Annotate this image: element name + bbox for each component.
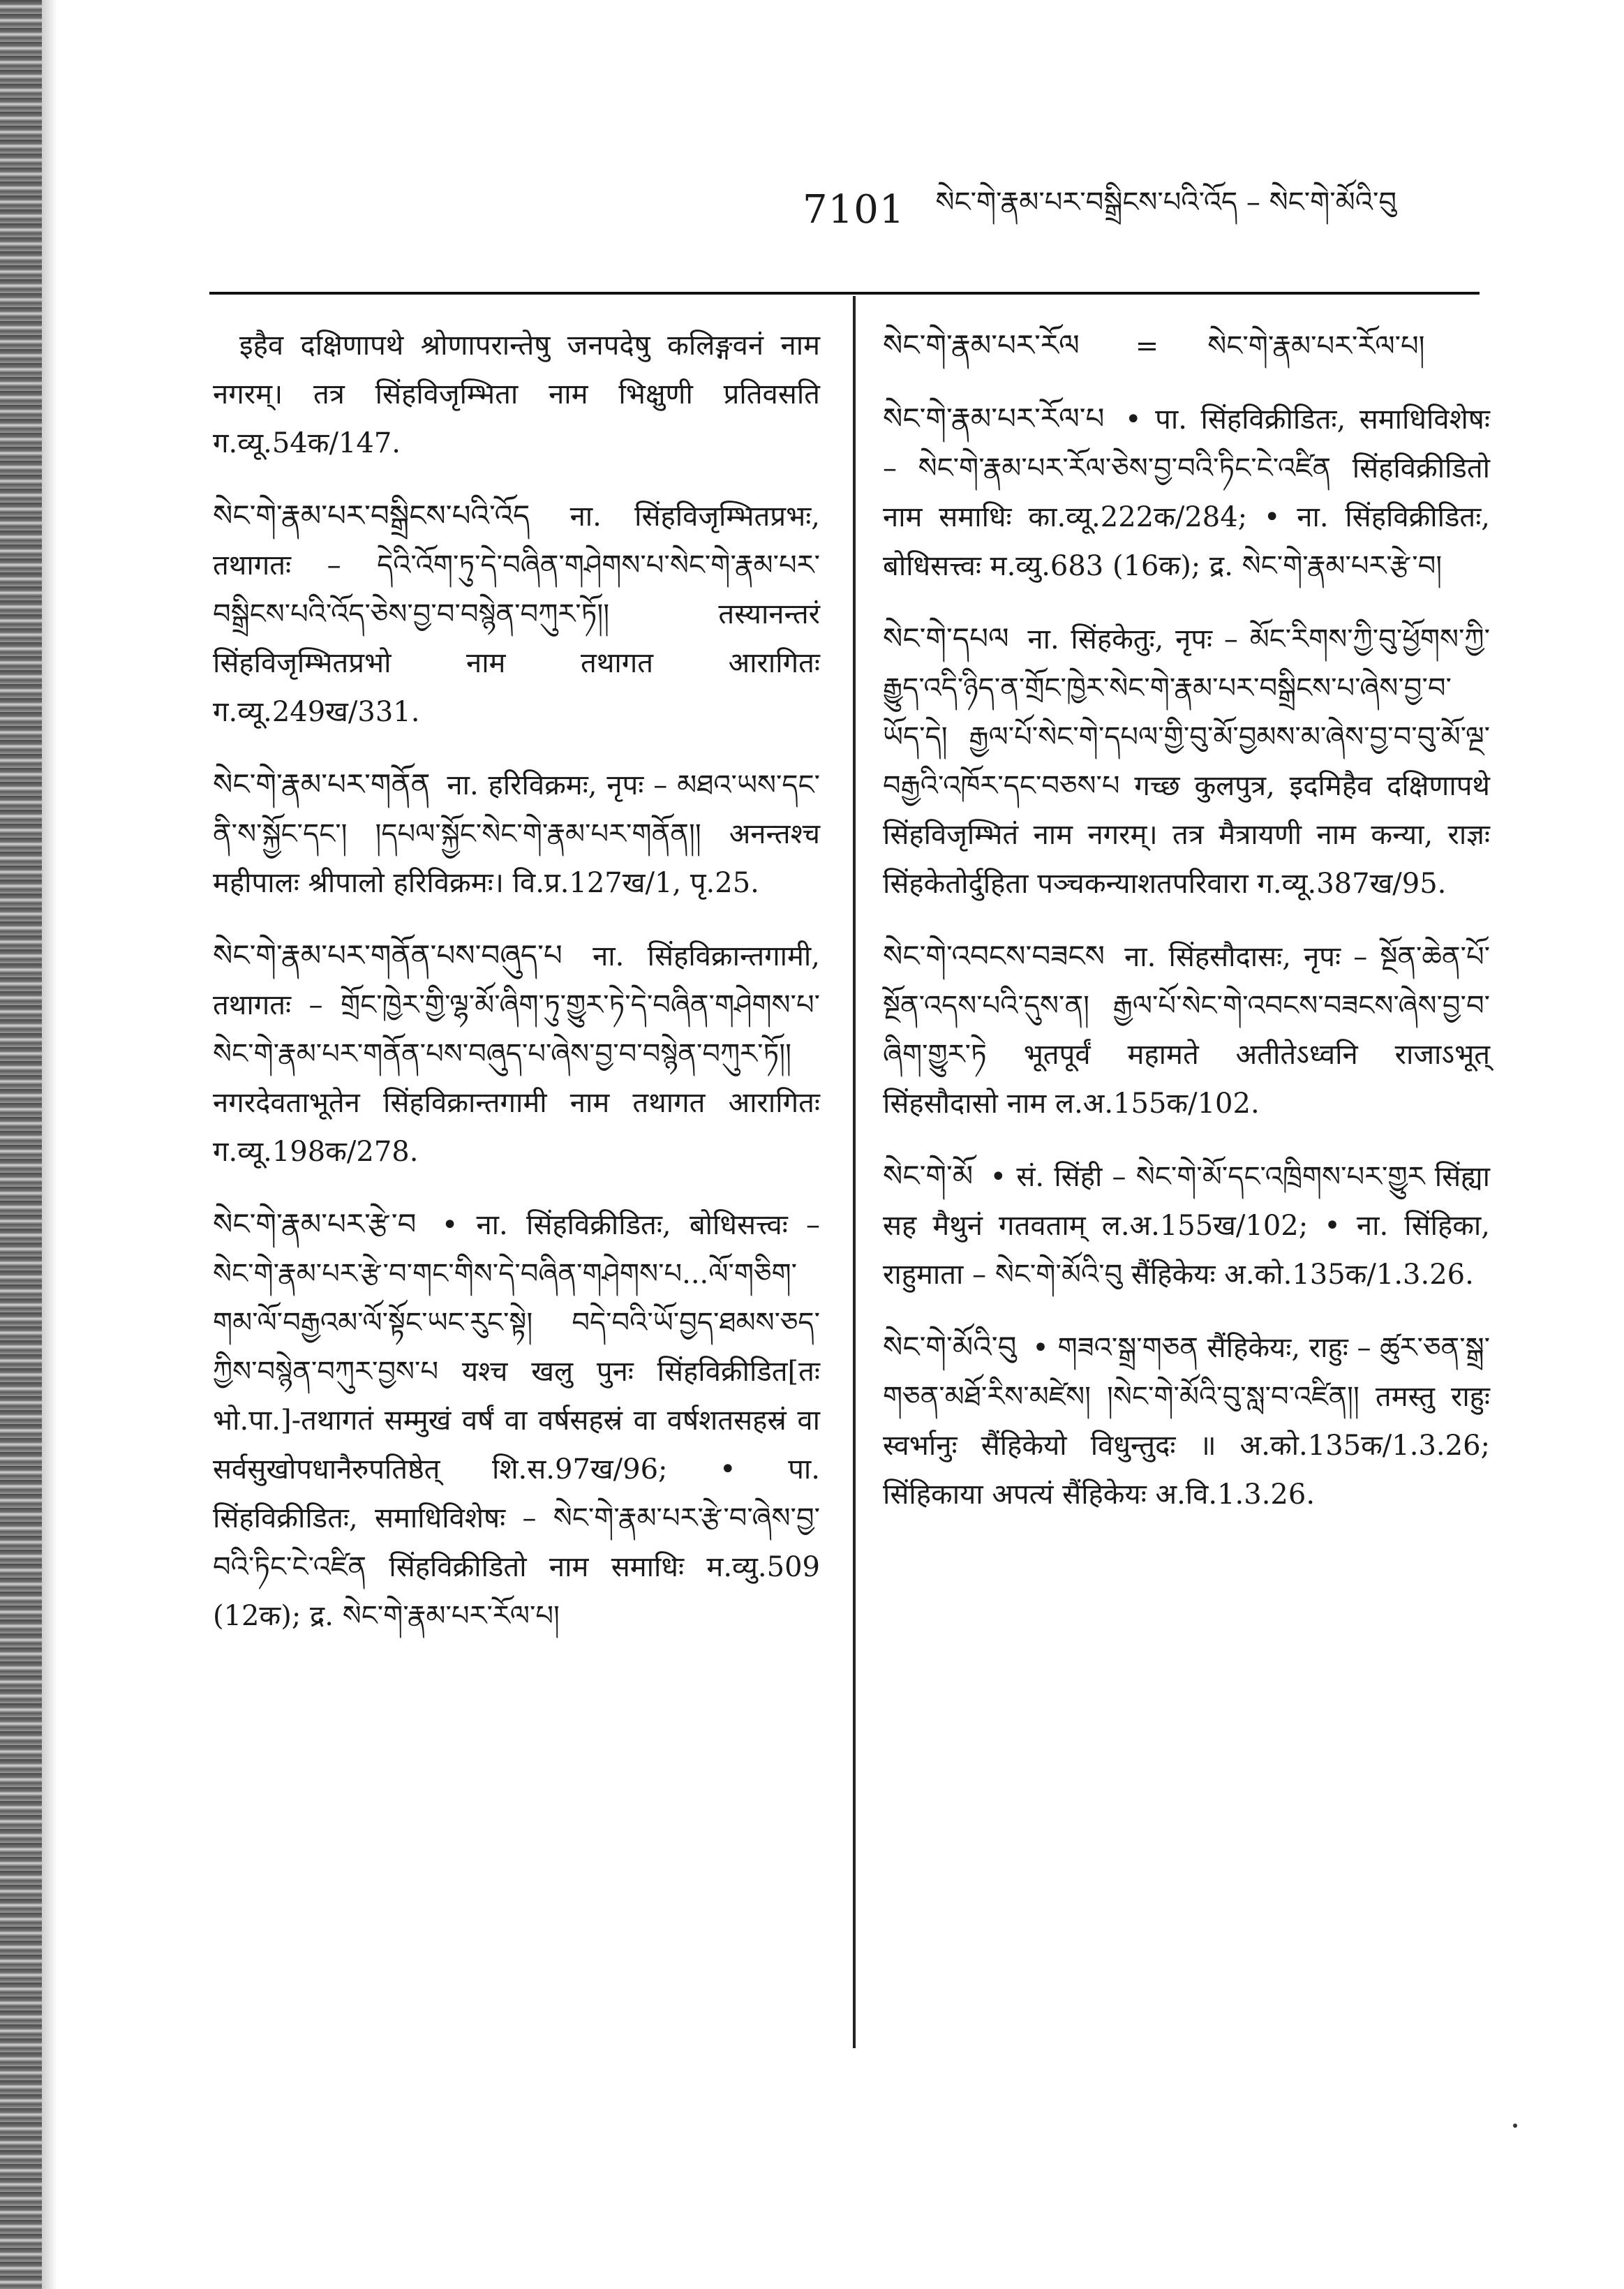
dictionary-entry: [213, 760, 820, 908]
entry-text: ना. सिंहसौदासः, नृपः – སྔོན་ཆེན་པོ་སྔོན་འདས་པའི་དུས་ན། རྒྱལ་པོ་སེང་གེ་འབངས་བཟངས་ཞེས་བྱ་བ་ཞིག་གྱུར་ཏེ भूतपूर्वं महामते अतीतेऽध्वनि राजाऽभूत् सिंहसौदासो नाम ल.अ.155क/102.: [883, 941, 1490, 1120]
entry-text: • पा. सिंहविक्रीडितः, समाधिविशेषः – སེང་གེ་རྣམ་པར་རོལ་ཅེས་བྱ་བའི་ཏིང་ངེ་འཛིན सिंहविक्रीडितो नाम समाधिः का.व्यू.222क/284; • ना. सिंहविक्रीडितः, बोधिसत्त्वः म.व्यु.683 (16क); द्र. སེང་གེ་རྣམ་པར་རྩེ་བ།: [883, 403, 1490, 582]
entry-headword: སེང་གེ་མོ: [883, 1159, 974, 1193]
left-column: [213, 321, 820, 1664]
entry-text: སེང་གེ་རྣམ་པར་རོལ་པ།: [1207, 330, 1425, 362]
page-header: [803, 178, 1487, 241]
dictionary-entry: [883, 1152, 1490, 1299]
dictionary-entry: [883, 321, 1490, 371]
entry-headword: སེང་གེ་མོའི་བུ: [883, 1330, 1017, 1364]
dictionary-entry: [883, 394, 1490, 591]
dictionary-entry: [213, 491, 820, 736]
dictionary-entry: [213, 931, 820, 1176]
entry-headword: སེང་གེ་རྣམ་པར་གནོན་པས་བཞུད་པ: [213, 938, 563, 972]
dictionary-entry: [883, 932, 1490, 1128]
dictionary-entry: [883, 614, 1490, 908]
entry-headword: སེང་གེ་རྣམ་པར་གནོན: [213, 767, 431, 801]
book-binding-edge: [0, 0, 42, 2289]
entry-headword: སེང་གེ་རྣམ་པར་བསྒྲིངས་པའི་འོད: [213, 498, 530, 533]
page-number: 7101: [803, 186, 905, 232]
entry-text: • ना. सिंहविक्रीडितः, बोधिसत्त्वः – སེང་གེ་རྣམ་པར་རྩེ་བ་གང་གིས་དེ་བཞིན་གཤེགས་པ...ལོ་གཅིག་གམ་ལོ་བརྒྱའམ་ལོ་སྟོང་ཡང་རུང་སྟེ། བདེ་བའི་ཡོ་བྱད་ཐམས་ཅད་ཀྱིས་བསྙེན་བཀུར་བྱས་པ यश्च खलु पुनः सिंहविक्रीडित[तः भो.पा.]-तथागतं सम्मुखं वर्षं वा वर्षसहस्रं वा वर्षशतसहस्रं वा सर्वसुखोपधानैरुपतिष्ठेत् शि.स.97ख/96; • पा. सिंहविक्रीडितः, समाधिविशेषः – སེང་གེ་རྣམ་པར་རྩེ་བ་ཞེས་བྱ་བའི་ཏིང་ངེ་འཛིན सिंहविक्रीडितो नाम समाधिः म.व्यु.509 (12क); द्र. སེང་གེ་རྣམ་པར་རོལ་པ།: [213, 1209, 820, 1632]
entry-headword: སེང་གེ་འབངས་བཟངས: [883, 939, 1105, 973]
entry-headword: སེང་གེ་རྣམ་པར་རོལ: [883, 328, 1080, 362]
entry-headword: སེང་གེ་དཔལ: [883, 621, 1009, 655]
dictionary-entry: [213, 1200, 820, 1640]
entry-headword: སེང་གེ་རྣམ་པར་རྩེ་བ: [213, 1207, 417, 1241]
column-divider: [853, 296, 856, 2048]
entry-text: • सं. सिंही – སེང་གེ་མོ་དང་འཁྲིགས་པར་གྱུར सिंह्या सह मैथुनं गतवताम् ल.अ.155ख/102; • ना. सिंहिका, राहुमाता – སེང་གེ་མོའི་བུ सैंहिकेयः अ.को.135क/1.3.26.: [883, 1161, 1490, 1291]
entry-text: ना. सिंहविक्रान्तगामी, तथागतः – གྲོང་ཁྱེར་གྱི་ལྷ་མོ་ཞིག་ཏུ་གྱུར་ཏེ་དེ་བཞིན་གཤེགས་པ་སེང་གེ་རྣམ་པར་གནོན་པས་བཞུད་པ་ཞེས་བྱ་བ་བསྙེན་བཀུར་ཏོ།། नगरदेवताभूतेन सिंहविक्रान्तगामी नाम तथागत आरागितः ग.व्यू.198क/278.: [213, 940, 820, 1168]
dictionary-entry-continuation: [213, 321, 820, 468]
right-column: [883, 321, 1490, 1543]
header-rule: [209, 292, 1480, 295]
running-head: སེང་གེ་རྣམ་པར་བསྒྲིངས་པའི་འོད – སེང་གེ་མོའི་བུ: [935, 186, 1396, 218]
equals-sign: =: [1135, 330, 1159, 362]
entry-text: • གཟའ་སྒྲ་གཅན सैंहिकेयः, राहुः – ཚུར་ཅན་སྒྲ་གཅན་མཐོ་རིས་མཛེས། །སེང་གེ་མོའི་བུ་སླ་བ་འཛིན།། तमस्तु राहुः स्वर्भानुः सैंहिकेयो विधुन्तुदः ॥ अ.को.135क/1.3.26; सिंहिकाया अपत्यं सैंहिकेयः अ.वि.1.3.26.: [883, 1332, 1490, 1511]
entry-text: ना. सिंहकेतुः, नृपः – མོང་རིགས་ཀྱི་བུ་ཕྱོགས་ཀྱི་རྒྱུད་འདི་ཉིད་ན་གྲོང་ཁྱེར་སེང་གེ་རྣམ་པར་བསྒྲིངས་པ་ཞེས་བྱ་བ་ཡོད་དེ། རྒྱལ་པོ་སེང་གེ་དཔལ་གྱི་བུ་མོ་བྱམས་མ་ཞེས་བྱ་བ་བུ་མོ་ལྔ་བརྒྱའི་འཁོར་དང་བཅས་པ गच्छ कुलपुत्र, इदमिहैव दक्षिणापथे सिंहविजृम्भितं नाम नगरम्। तत्र मैत्रायणी नाम कन्या, राज्ञः सिंहकेतोर्दुहिता पञ्चकन्याशतपरिवारा ग.व्यू.387ख/95.: [883, 623, 1490, 900]
entry-text: इहैव दक्षिणापथे श्रोणापरान्तेषु जनपदेषु कलिङ्गवनं नाम नगरम्। तत्र सिंहविजृम्भिता नाम भिक्षुणी प्रतिवसति ग.व्यू.54क/147.: [213, 329, 820, 459]
stray-dot-mark: [1513, 2124, 1517, 2128]
entry-text: ना. हरिविक्रमः, नृपः – མཐའ་ཡས་དང་ནི་ས་སྐྱོང་དང་། །དཔལ་སྐྱོང་སེང་གེ་རྣམ་པར་གནོན།། अनन्तश्च महीपालः श्रीपालो हरिविक्रमः। वि.प्र.127ख/1, पृ.25.: [213, 769, 820, 899]
entry-headword: སེང་གེ་རྣམ་པར་རོལ་པ: [883, 401, 1105, 436]
entry-text: ना. सिंहविजृम्भितप्रभः, तथागतः – དེའི་འོག་ཏུ་དེ་བཞིན་གཤེགས་པ་སེང་གེ་རྣམ་པར་བསྒྲིངས་པའི་འོད་ཅེས་བྱ་བ་བསྙེན་བཀུར་ཏོ།། तस्यानन्तरं सिंहविजृम्भितप्रभो नाम तथागत आरागितः ग.व्यू.249ख/331.: [213, 501, 820, 728]
dictionary-entry: [883, 1323, 1490, 1519]
